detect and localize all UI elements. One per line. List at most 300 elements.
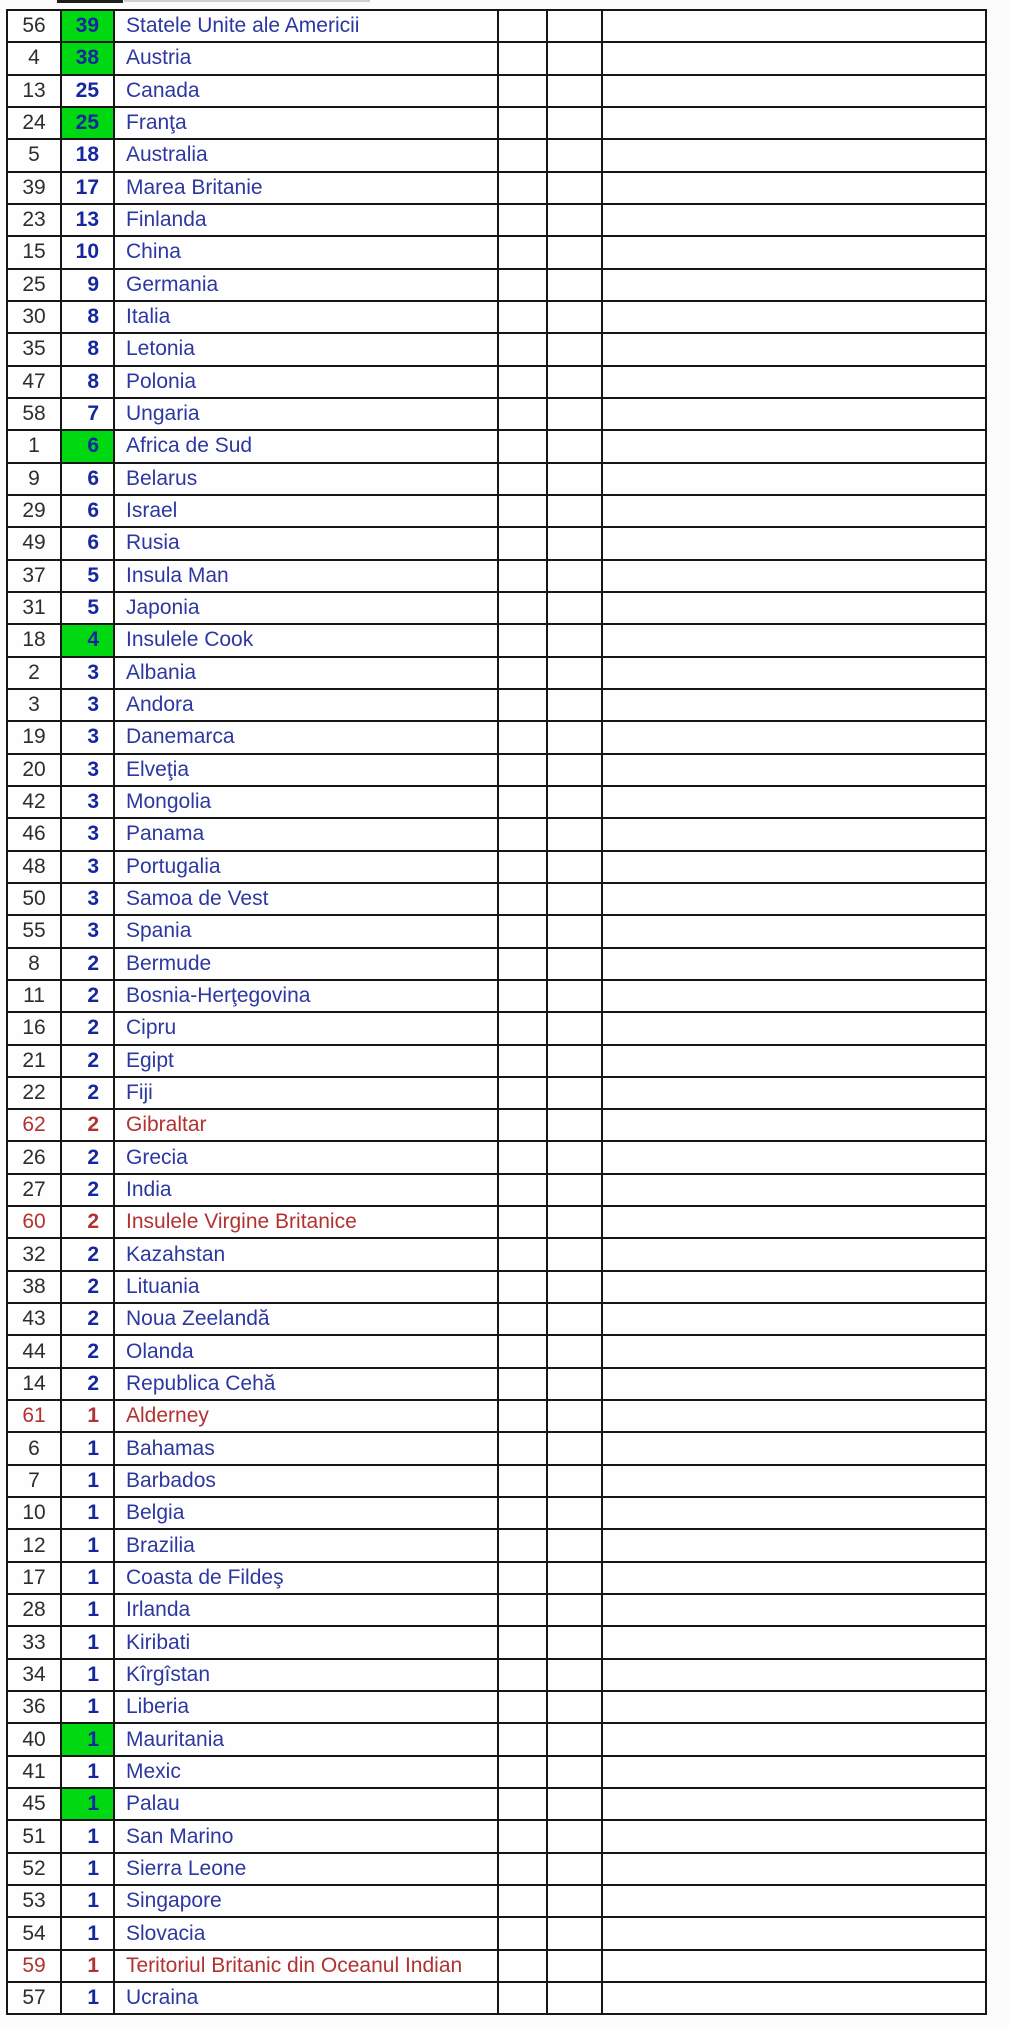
score-cell: 1 xyxy=(62,1563,115,1595)
score-cell: 39 xyxy=(62,11,115,43)
country-cell: Noua Zeelandă xyxy=(115,1304,499,1336)
empty-cell-2 xyxy=(548,593,603,625)
country-cell: Olanda xyxy=(115,1336,499,1368)
empty-cell-1 xyxy=(499,1142,548,1174)
empty-cell-2 xyxy=(548,1627,603,1659)
country-cell: Mongolia xyxy=(115,787,499,819)
empty-cell-2 xyxy=(548,496,603,528)
empty-cell-2 xyxy=(548,1466,603,1498)
empty-cell-1 xyxy=(499,1854,548,1886)
empty-cell-2 xyxy=(548,1660,603,1692)
empty-cell-1 xyxy=(499,205,548,237)
rank-cell: 37 xyxy=(8,561,62,593)
rank-cell: 31 xyxy=(8,593,62,625)
score-cell: 3 xyxy=(62,916,115,948)
empty-cell-3 xyxy=(603,528,987,560)
country-cell: Coasta de Fildeş xyxy=(115,1563,499,1595)
rank-cell: 61 xyxy=(8,1401,62,1433)
score-cell: 2 xyxy=(62,1272,115,1304)
empty-cell-3 xyxy=(603,367,987,399)
empty-cell-2 xyxy=(548,1724,603,1756)
empty-cell-1 xyxy=(499,1013,548,1045)
empty-cell-1 xyxy=(499,1563,548,1595)
empty-cell-1 xyxy=(499,1498,548,1530)
empty-cell-1 xyxy=(499,302,548,334)
empty-cell-1 xyxy=(499,722,548,754)
empty-cell-2 xyxy=(548,173,603,205)
empty-cell-2 xyxy=(548,1854,603,1886)
empty-cell-3 xyxy=(603,108,987,140)
country-cell: Spania xyxy=(115,916,499,948)
empty-cell-3 xyxy=(603,755,987,787)
empty-cell-2 xyxy=(548,1272,603,1304)
country-cell: Mauritania xyxy=(115,1724,499,1756)
empty-cell-1 xyxy=(499,884,548,916)
rank-cell: 43 xyxy=(8,1304,62,1336)
rank-cell: 38 xyxy=(8,1272,62,1304)
country-cell: Insula Man xyxy=(115,561,499,593)
rank-cell: 49 xyxy=(8,528,62,560)
empty-cell-1 xyxy=(499,1369,548,1401)
empty-cell-3 xyxy=(603,205,987,237)
rank-cell: 56 xyxy=(8,11,62,43)
empty-cell-1 xyxy=(499,787,548,819)
empty-cell-1 xyxy=(499,1175,548,1207)
country-cell: Bahamas xyxy=(115,1433,499,1465)
rank-cell: 59 xyxy=(8,1951,62,1983)
empty-cell-2 xyxy=(548,43,603,75)
empty-cell-2 xyxy=(548,852,603,884)
empty-cell-1 xyxy=(499,1724,548,1756)
empty-cell-3 xyxy=(603,1239,987,1271)
score-cell: 13 xyxy=(62,205,115,237)
rank-cell: 9 xyxy=(8,464,62,496)
empty-cell-2 xyxy=(548,76,603,108)
rank-cell: 26 xyxy=(8,1142,62,1174)
score-cell: 4 xyxy=(62,625,115,657)
score-cell: 3 xyxy=(62,722,115,754)
empty-cell-2 xyxy=(548,916,603,948)
empty-cell-2 xyxy=(548,464,603,496)
score-cell: 1 xyxy=(62,1757,115,1789)
country-cell: Panama xyxy=(115,819,499,851)
country-cell: Samoa de Vest xyxy=(115,884,499,916)
country-cell: Barbados xyxy=(115,1466,499,1498)
empty-cell-3 xyxy=(603,722,987,754)
country-cell: Kiribati xyxy=(115,1627,499,1659)
score-cell: 2 xyxy=(62,1304,115,1336)
empty-cell-2 xyxy=(548,755,603,787)
empty-cell-3 xyxy=(603,658,987,690)
rank-cell: 40 xyxy=(8,1724,62,1756)
country-cell: Statele Unite ale Americii xyxy=(115,11,499,43)
country-cell: Singapore xyxy=(115,1886,499,1918)
empty-cell-2 xyxy=(548,1983,603,2015)
country-cell: India xyxy=(115,1175,499,1207)
country-cell: Fiji xyxy=(115,1078,499,1110)
rank-cell: 52 xyxy=(8,1854,62,1886)
empty-cell-3 xyxy=(603,1951,987,1983)
rank-cell: 3 xyxy=(8,690,62,722)
score-cell: 1 xyxy=(62,1886,115,1918)
rank-cell: 13 xyxy=(8,76,62,108)
rank-cell: 12 xyxy=(8,1530,62,1562)
country-cell: Germania xyxy=(115,270,499,302)
empty-cell-1 xyxy=(499,1401,548,1433)
score-cell: 7 xyxy=(62,399,115,431)
empty-cell-1 xyxy=(499,431,548,463)
empty-cell-2 xyxy=(548,205,603,237)
empty-cell-1 xyxy=(499,1692,548,1724)
rank-cell: 18 xyxy=(8,625,62,657)
country-cell: Grecia xyxy=(115,1142,499,1174)
empty-cell-2 xyxy=(548,1757,603,1789)
empty-cell-3 xyxy=(603,949,987,981)
empty-cell-1 xyxy=(499,1466,548,1498)
score-cell: 6 xyxy=(62,528,115,560)
empty-cell-1 xyxy=(499,981,548,1013)
empty-cell-3 xyxy=(603,1886,987,1918)
empty-cell-1 xyxy=(499,1757,548,1789)
empty-cell-2 xyxy=(548,431,603,463)
score-cell: 6 xyxy=(62,464,115,496)
rank-cell: 41 xyxy=(8,1757,62,1789)
empty-cell-3 xyxy=(603,1304,987,1336)
empty-cell-3 xyxy=(603,1498,987,1530)
score-cell: 25 xyxy=(62,76,115,108)
empty-cell-3 xyxy=(603,561,987,593)
rank-cell: 4 xyxy=(8,43,62,75)
empty-cell-1 xyxy=(499,140,548,172)
empty-cell-3 xyxy=(603,1110,987,1142)
empty-cell-3 xyxy=(603,1078,987,1110)
country-cell: Palau xyxy=(115,1789,499,1821)
country-cell: Liberia xyxy=(115,1692,499,1724)
empty-cell-2 xyxy=(548,334,603,366)
empty-cell-2 xyxy=(548,1304,603,1336)
empty-cell-3 xyxy=(603,1207,987,1239)
country-cell: Cipru xyxy=(115,1013,499,1045)
empty-cell-2 xyxy=(548,1078,603,1110)
empty-cell-3 xyxy=(603,1369,987,1401)
rank-cell: 15 xyxy=(8,237,62,269)
empty-cell-3 xyxy=(603,1724,987,1756)
empty-cell-2 xyxy=(548,367,603,399)
empty-cell-1 xyxy=(499,173,548,205)
score-cell: 1 xyxy=(62,1789,115,1821)
rank-cell: 35 xyxy=(8,334,62,366)
empty-cell-3 xyxy=(603,1013,987,1045)
rank-cell: 24 xyxy=(8,108,62,140)
country-cell: Insulele Virgine Britanice xyxy=(115,1207,499,1239)
country-cell: Australia xyxy=(115,140,499,172)
score-cell: 38 xyxy=(62,43,115,75)
score-cell: 3 xyxy=(62,787,115,819)
empty-cell-2 xyxy=(548,658,603,690)
empty-cell-2 xyxy=(548,1336,603,1368)
score-cell: 2 xyxy=(62,1207,115,1239)
rank-cell: 22 xyxy=(8,1078,62,1110)
rank-cell: 50 xyxy=(8,884,62,916)
rank-cell: 17 xyxy=(8,1563,62,1595)
empty-cell-2 xyxy=(548,787,603,819)
empty-cell-3 xyxy=(603,1175,987,1207)
rank-cell: 19 xyxy=(8,722,62,754)
empty-cell-3 xyxy=(603,1401,987,1433)
empty-cell-1 xyxy=(499,1595,548,1627)
country-cell: Albania xyxy=(115,658,499,690)
country-cell: Egipt xyxy=(115,1046,499,1078)
score-cell: 1 xyxy=(62,1918,115,1950)
score-cell: 17 xyxy=(62,173,115,205)
empty-cell-3 xyxy=(603,787,987,819)
empty-cell-3 xyxy=(603,884,987,916)
rank-cell: 27 xyxy=(8,1175,62,1207)
empty-cell-1 xyxy=(499,237,548,269)
empty-cell-2 xyxy=(548,11,603,43)
empty-cell-2 xyxy=(548,1530,603,1562)
empty-cell-1 xyxy=(499,76,548,108)
score-cell: 1 xyxy=(62,1692,115,1724)
score-cell: 1 xyxy=(62,1951,115,1983)
country-cell: Kazahstan xyxy=(115,1239,499,1271)
country-cell: Slovacia xyxy=(115,1918,499,1950)
score-cell: 2 xyxy=(62,981,115,1013)
empty-cell-1 xyxy=(499,1304,548,1336)
rank-cell: 7 xyxy=(8,1466,62,1498)
empty-cell-1 xyxy=(499,1110,548,1142)
country-cell: Japonia xyxy=(115,593,499,625)
empty-cell-1 xyxy=(499,593,548,625)
score-cell: 6 xyxy=(62,496,115,528)
empty-cell-2 xyxy=(548,1951,603,1983)
score-cell: 1 xyxy=(62,1724,115,1756)
country-cell: Franţa xyxy=(115,108,499,140)
empty-cell-3 xyxy=(603,431,987,463)
empty-cell-1 xyxy=(499,1433,548,1465)
score-cell: 2 xyxy=(62,949,115,981)
empty-cell-1 xyxy=(499,1821,548,1853)
score-cell: 1 xyxy=(62,1660,115,1692)
rank-cell: 57 xyxy=(8,1983,62,2015)
country-cell: Portugalia xyxy=(115,852,499,884)
empty-cell-1 xyxy=(499,496,548,528)
empty-cell-2 xyxy=(548,981,603,1013)
empty-cell-1 xyxy=(499,1660,548,1692)
score-cell: 3 xyxy=(62,690,115,722)
empty-cell-3 xyxy=(603,852,987,884)
empty-cell-1 xyxy=(499,916,548,948)
empty-cell-2 xyxy=(548,1498,603,1530)
country-cell: Alderney xyxy=(115,1401,499,1433)
empty-cell-2 xyxy=(548,561,603,593)
score-cell: 2 xyxy=(62,1110,115,1142)
rank-cell: 6 xyxy=(8,1433,62,1465)
rank-cell: 45 xyxy=(8,1789,62,1821)
empty-cell-2 xyxy=(548,270,603,302)
empty-cell-1 xyxy=(499,270,548,302)
empty-cell-2 xyxy=(548,1239,603,1271)
empty-cell-3 xyxy=(603,1821,987,1853)
cutoff-row-border-artifact xyxy=(57,0,123,3)
rank-cell: 34 xyxy=(8,1660,62,1692)
empty-cell-1 xyxy=(499,949,548,981)
score-cell: 8 xyxy=(62,302,115,334)
empty-cell-2 xyxy=(548,140,603,172)
empty-cell-2 xyxy=(548,625,603,657)
country-cell: Kîrgîstan xyxy=(115,1660,499,1692)
empty-cell-2 xyxy=(548,1013,603,1045)
score-cell: 1 xyxy=(62,1821,115,1853)
empty-cell-3 xyxy=(603,1595,987,1627)
score-cell: 1 xyxy=(62,1983,115,2015)
rank-cell: 46 xyxy=(8,819,62,851)
empty-cell-2 xyxy=(548,1595,603,1627)
rank-cell: 29 xyxy=(8,496,62,528)
country-cell: Italia xyxy=(115,302,499,334)
empty-cell-2 xyxy=(548,1692,603,1724)
empty-cell-3 xyxy=(603,11,987,43)
rank-cell: 44 xyxy=(8,1336,62,1368)
empty-cell-3 xyxy=(603,76,987,108)
empty-cell-3 xyxy=(603,140,987,172)
empty-cell-1 xyxy=(499,1789,548,1821)
empty-cell-3 xyxy=(603,302,987,334)
country-cell: Irlanda xyxy=(115,1595,499,1627)
score-cell: 2 xyxy=(62,1369,115,1401)
country-cell: Danemarca xyxy=(115,722,499,754)
empty-cell-1 xyxy=(499,11,548,43)
score-cell: 8 xyxy=(62,334,115,366)
country-cell: Andora xyxy=(115,690,499,722)
table-grid xyxy=(6,9,987,2015)
empty-cell-2 xyxy=(548,722,603,754)
country-cell: Lituania xyxy=(115,1272,499,1304)
empty-cell-1 xyxy=(499,1886,548,1918)
empty-cell-1 xyxy=(499,1627,548,1659)
rank-cell: 48 xyxy=(8,852,62,884)
country-cell: Belarus xyxy=(115,464,499,496)
empty-cell-1 xyxy=(499,1983,548,2015)
rank-cell: 32 xyxy=(8,1239,62,1271)
country-cell: Letonia xyxy=(115,334,499,366)
rank-cell: 25 xyxy=(8,270,62,302)
empty-cell-3 xyxy=(603,1433,987,1465)
empty-cell-3 xyxy=(603,237,987,269)
score-cell: 3 xyxy=(62,755,115,787)
score-cell: 3 xyxy=(62,852,115,884)
country-cell: Belgia xyxy=(115,1498,499,1530)
empty-cell-3 xyxy=(603,334,987,366)
empty-cell-1 xyxy=(499,690,548,722)
empty-cell-3 xyxy=(603,43,987,75)
empty-cell-2 xyxy=(548,399,603,431)
score-cell: 10 xyxy=(62,237,115,269)
rank-cell: 54 xyxy=(8,1918,62,1950)
country-cell: Elveţia xyxy=(115,755,499,787)
empty-cell-3 xyxy=(603,464,987,496)
score-cell: 1 xyxy=(62,1466,115,1498)
rank-cell: 2 xyxy=(8,658,62,690)
rank-cell: 10 xyxy=(8,1498,62,1530)
empty-cell-3 xyxy=(603,1142,987,1174)
empty-cell-1 xyxy=(499,464,548,496)
empty-cell-2 xyxy=(548,528,603,560)
empty-cell-1 xyxy=(499,528,548,560)
empty-cell-2 xyxy=(548,884,603,916)
empty-cell-3 xyxy=(603,1789,987,1821)
country-cell: Ucraina xyxy=(115,1983,499,2015)
country-cell: Bermude xyxy=(115,949,499,981)
score-cell: 3 xyxy=(62,658,115,690)
rank-cell: 51 xyxy=(8,1821,62,1853)
rank-cell: 33 xyxy=(8,1627,62,1659)
score-cell: 2 xyxy=(62,1336,115,1368)
score-cell: 1 xyxy=(62,1433,115,1465)
empty-cell-2 xyxy=(548,690,603,722)
empty-cell-2 xyxy=(548,819,603,851)
rank-cell: 23 xyxy=(8,205,62,237)
score-cell: 1 xyxy=(62,1854,115,1886)
empty-cell-3 xyxy=(603,1983,987,2015)
country-cell: Insulele Cook xyxy=(115,625,499,657)
country-cell: Brazilia xyxy=(115,1530,499,1562)
empty-cell-3 xyxy=(603,1627,987,1659)
country-cell: Bosnia-Herţegovina xyxy=(115,981,499,1013)
empty-cell-2 xyxy=(548,1821,603,1853)
empty-cell-1 xyxy=(499,852,548,884)
empty-cell-1 xyxy=(499,1078,548,1110)
score-cell: 2 xyxy=(62,1078,115,1110)
empty-cell-3 xyxy=(603,173,987,205)
empty-cell-3 xyxy=(603,593,987,625)
rank-cell: 11 xyxy=(8,981,62,1013)
rank-cell: 5 xyxy=(8,140,62,172)
empty-cell-3 xyxy=(603,270,987,302)
rank-cell: 20 xyxy=(8,755,62,787)
cutoff-row-border-artifact-faint xyxy=(124,0,370,2)
empty-cell-1 xyxy=(499,1207,548,1239)
empty-cell-1 xyxy=(499,43,548,75)
empty-cell-2 xyxy=(548,1918,603,1950)
empty-cell-2 xyxy=(548,1142,603,1174)
empty-cell-2 xyxy=(548,1046,603,1078)
score-cell: 2 xyxy=(62,1142,115,1174)
score-cell: 1 xyxy=(62,1401,115,1433)
score-cell: 3 xyxy=(62,819,115,851)
rank-cell: 53 xyxy=(8,1886,62,1918)
empty-cell-3 xyxy=(603,1046,987,1078)
empty-cell-2 xyxy=(548,1207,603,1239)
empty-cell-3 xyxy=(603,1918,987,1950)
empty-cell-3 xyxy=(603,1272,987,1304)
rank-cell: 36 xyxy=(8,1692,62,1724)
empty-cell-3 xyxy=(603,1336,987,1368)
empty-cell-3 xyxy=(603,496,987,528)
rank-cell: 47 xyxy=(8,367,62,399)
empty-cell-1 xyxy=(499,1530,548,1562)
empty-cell-2 xyxy=(548,302,603,334)
score-cell: 2 xyxy=(62,1239,115,1271)
score-cell: 1 xyxy=(62,1627,115,1659)
empty-cell-1 xyxy=(499,561,548,593)
empty-cell-2 xyxy=(548,237,603,269)
country-cell: Ungaria xyxy=(115,399,499,431)
country-cell: Marea Britanie xyxy=(115,173,499,205)
score-cell: 2 xyxy=(62,1013,115,1045)
empty-cell-1 xyxy=(499,755,548,787)
empty-cell-3 xyxy=(603,625,987,657)
